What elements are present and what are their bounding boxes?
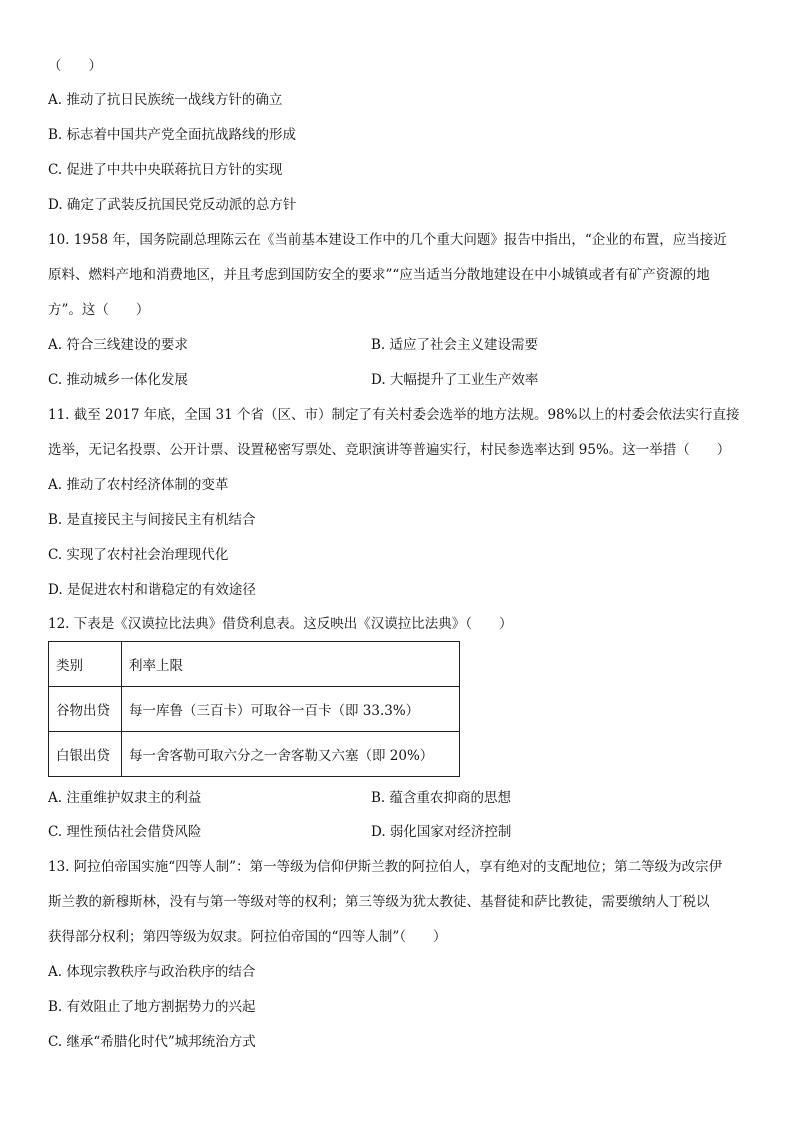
table-cell: 谷物出贷 [49, 687, 122, 732]
option-a: A. 推动了农村经济体制的变革 [48, 477, 229, 493]
table-row [49, 687, 460, 732]
table-cell: 白银出贷 [49, 732, 122, 777]
option-c: C. 促进了中共中央联蒋抗日方针的实现 [48, 162, 283, 178]
question-text: 方”。这（ ） [48, 302, 150, 318]
option-c: C. 继承“希腊化时代”城邦统治方式 [48, 1034, 256, 1050]
option-a: A. 推动了抗日民族统一战线方针的确立 [48, 92, 283, 108]
option-c: C. 实现了农村社会治理现代化 [48, 547, 229, 563]
option-d: D. 弱化国家对经济控制 [371, 824, 512, 840]
option-d: D. 确定了武装反抗国民党反动派的总方针 [48, 197, 297, 213]
question-text: 11. 截至 2017 年底，全国 31 个省（区、市）制定了有关村委会选举的地方法规。98%以上的村委会依法实行直接 [48, 407, 740, 423]
option-c: C. 理性预估社会借贷风险 [48, 824, 202, 840]
option-a: A. 符合三线建设的要求 [48, 337, 188, 353]
table-row [49, 732, 460, 777]
table-header-cell: 利率上限 [122, 642, 460, 687]
question-text: 10. 1958 年，国务院副总理陈云在《当前基本建设工作中的几个重大问题》报告中指出，“企业的布置，应当接近 [48, 232, 727, 248]
question-text: 13. 阿拉伯帝国实施“四等人制”：第一等级为信仰伊斯兰教的阿拉伯人，享有绝对的支配地位；第二等级为改宗伊 [48, 859, 723, 875]
option-d: D. 是促进农村和谐稳定的有效途径 [48, 582, 256, 598]
option-b: B. 标志着中国共产党全面抗战路线的形成 [48, 127, 297, 143]
question-text: 12. 下表是《汉谟拉比法典》借贷利息表。这反映出《汉谟拉比法典》（ ） [48, 616, 513, 632]
table-cell: 每一舍客勒可取六分之一舍客勒又六塞（即 20%） [122, 732, 460, 777]
table-cell: 每一库鲁（三百卡）可取谷一百卡（即 33.3%） [122, 687, 460, 732]
option-a: A. 注重维护奴隶主的利益 [48, 790, 202, 806]
question-paren: （ ） [48, 58, 102, 74]
question-text: 获得部分权利；第四等级为奴隶。阿拉伯帝国的“四等人制”（ ） [48, 929, 447, 945]
table-header-cell: 类别 [49, 642, 122, 687]
option-b: B. 是直接民主与间接民主有机结合 [48, 512, 256, 528]
table-header-row [49, 642, 460, 687]
option-b: B. 适应了社会主义建设需要 [371, 337, 539, 353]
option-b: B. 有效阻止了地方割据势力的兴起 [48, 999, 256, 1015]
option-d: D. 大幅提升了工业生产效率 [371, 372, 539, 388]
question-text: 原料、燃料产地和消费地区，并且考虑到国防安全的要求”“应当适当分散地建设在中小城镇或者有矿产资源的地 [48, 267, 710, 283]
option-b: B. 蕴含重农抑商的思想 [371, 790, 512, 806]
question-text: 斯兰教的新穆斯林，没有与第一等级对等的权利；第三等级为犹太教徒、基督徒和萨比教徒，需要缴纳人丁税以 [48, 894, 710, 910]
interest-rate-table [48, 641, 460, 777]
option-a: A. 体现宗教秩序与政治秩序的结合 [48, 964, 256, 980]
question-text: 选举，无记名投票、公开计票、设置秘密写票处、竞职演讲等普遍实行，村民参选率达到 95%。这一举措（ ） [48, 442, 731, 458]
option-c: C. 推动城乡一体化发展 [48, 372, 188, 388]
